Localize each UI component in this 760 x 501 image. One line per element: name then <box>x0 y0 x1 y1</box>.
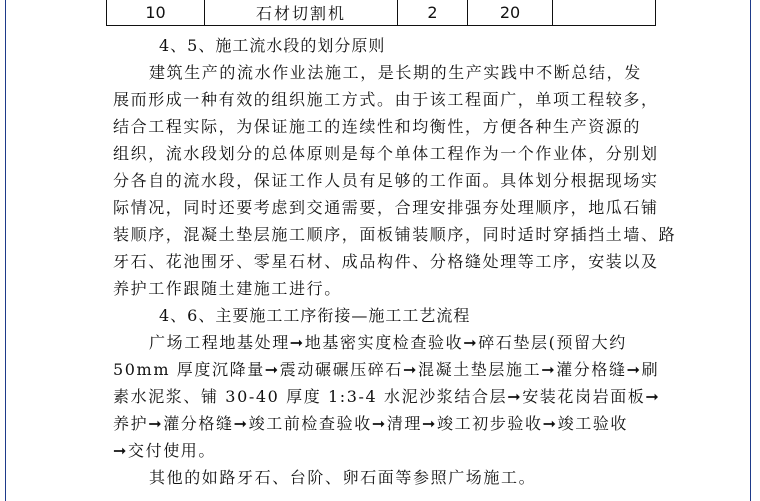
process-flow-line: 素水泥浆、铺 30-40 厚度 1:3-4 水泥沙浆结合层➞安装花岗岩面板➞ <box>113 387 661 406</box>
paragraph-line: 组织，流水段划分的总体原则是每个单体工程作为一个作业体，分别划 <box>113 144 659 163</box>
equipment-table-row <box>106 0 656 26</box>
power-cell: 20 <box>468 0 553 25</box>
process-flow-line: 广场工程地基处理➞地基密实度检查验收➞碎石垫层(预留大约 <box>149 333 627 352</box>
process-flow-line: 养护➞灌分格缝➞竣工前检查验收➞清理➞竣工初步验收➞竣工验收 <box>113 414 629 433</box>
equipment-name-cell: 石材切割机 <box>205 0 398 25</box>
paragraph-line: 建筑生产的流水作业法施工，是长期的生产实践中不断总结，发 <box>149 63 642 82</box>
process-flow-line: ➞交付使用。 <box>113 441 217 460</box>
closing-paragraph: 其他的如路牙石、台阶、卵石面等参照广场施工。 <box>149 468 537 487</box>
page-frame-left-border <box>5 0 6 501</box>
process-flow-line: 50mm 厚度沉降量➞震动碾碾压碎石➞混凝土垫层施工➞灌分格缝➞刷 <box>113 360 660 379</box>
page-frame-right-border <box>750 0 751 501</box>
section-heading-4-5: 4、5、施工流水段的划分原则 <box>159 36 386 55</box>
paragraph-line: 分各自的流水段，保证工作人员有足够的工作面。具体划分根据现场实 <box>113 171 659 190</box>
row-number-cell: 10 <box>107 0 205 25</box>
paragraph-line: 装顺序，混凝土垫层施工顺序，面板铺装顺序，同时适时穿插挡土墙、路 <box>113 225 677 244</box>
section-heading-4-6: 4、6、主要施工工序衔接—施工工艺流程 <box>159 306 471 325</box>
quantity-cell: 2 <box>398 0 468 25</box>
document-body <box>113 32 689 491</box>
remark-cell <box>553 0 655 25</box>
paragraph-line: 牙石、花池围牙、零星石材、成品构件、分格缝处理等工序，安装以及 <box>113 252 659 271</box>
paragraph-line: 展而形成一种有效的组织施工方式。由于该工程面广，单项工程较多， <box>113 90 659 109</box>
paragraph-line: 结合工程实际，为保证施工的连续性和均衡性，方便各种生产资源的 <box>113 117 642 136</box>
paragraph-line: 际情况，同时还要考虑到交通需要，合理安排强夯处理顺序，地瓜石铺 <box>113 198 659 217</box>
paragraph-line: 养护工作跟随土建施工进行。 <box>113 279 342 298</box>
